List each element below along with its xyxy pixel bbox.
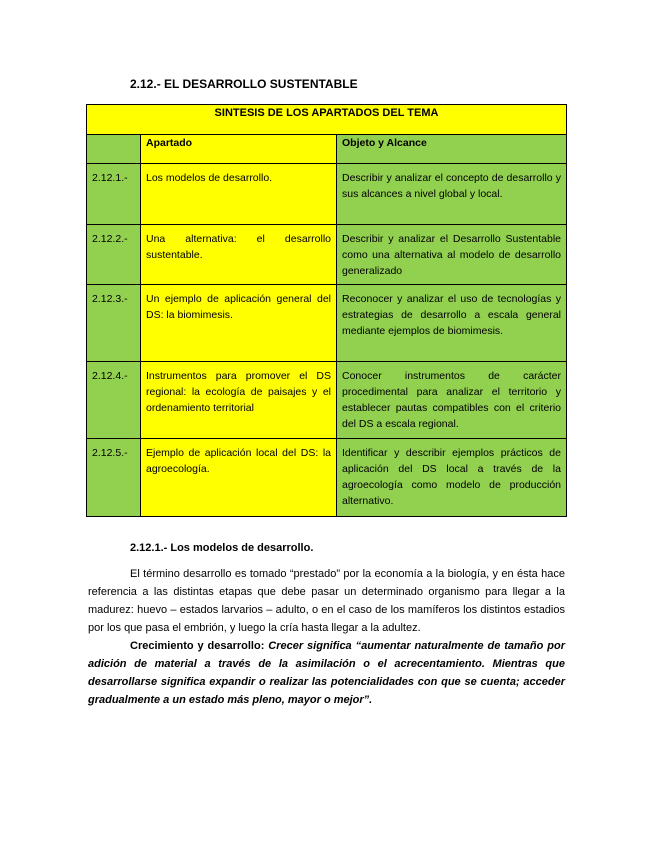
row-objeto: Describir y analizar el concepto de desarrollo y sus alcances a nivel global y local. (337, 164, 567, 225)
row-objeto: Describir y analizar el Desarrollo Sustentable como una alternativa al modelo de desarrollo generalizado (337, 225, 567, 285)
paragraph-desarrollo: El término desarrollo es tomado “prestado” por la economía a la biología, y en ésta hace referencia a las distintas etapas que debe pasar un determinado organismo para llegar a la madurez: huevo – estados larvarios – adulto, o en el caso de los mamíferos los distintos estadios por los que pasa el embrión, y luego la cría hasta llegar a la adultez. (88, 568, 565, 634)
row-objeto: Conocer instrumentos de carácter procedimental para analizar el territorio y establecer pautas compatibles con el criterio del DS a escala regional. (337, 362, 567, 439)
paragraph-crecimiento (88, 637, 565, 709)
row-number: 2.12.1.- (87, 164, 141, 225)
row-objeto: Identificar y describir ejemplos prácticos de aplicación del DS local a través de la agroecología como modelo de producción alternativo. (337, 439, 567, 517)
table-row (87, 225, 567, 285)
header-number-cell (87, 135, 141, 164)
row-apartado: Instrumentos para promover el DS regional: la ecología de paisajes y el ordenamiento territorial (141, 362, 337, 439)
header-apartado: Apartado (141, 135, 337, 164)
subsection-heading: 2.12.1.- Los modelos de desarrollo. (130, 542, 314, 554)
table-title: SINTESIS DE LOS APARTADOS DEL TEMA (87, 105, 567, 135)
row-apartado: Ejemplo de aplicación local del DS: la agroecología. (141, 439, 337, 517)
row-number: 2.12.3.- (87, 285, 141, 362)
section-heading: 2.12.- EL DESARROLLO SUSTENTABLE (130, 77, 358, 91)
table-row (87, 439, 567, 517)
row-number: 2.12.5.- (87, 439, 141, 517)
header-objeto: Objeto y Alcance (337, 135, 567, 164)
row-number: 2.12.4.- (87, 362, 141, 439)
table-row (87, 164, 567, 225)
synthesis-table (86, 104, 567, 517)
paragraph-quote: Crecer significa “aumentar naturalmente de tamaño por adición de material a través de la asimilación o el acrecentamiento. Mientras que desarrollarse significa expandir o realizar las potencialidades con que se cuenta; acceder gradualmente a un estado más pleno, mayor o mejor”. (88, 640, 565, 706)
row-apartado: Una alternativa: el desarrollo sustentable. (141, 225, 337, 285)
paragraph-lead: Crecimiento y desarrollo: (130, 640, 265, 652)
row-apartado: Los modelos de desarrollo. (141, 164, 337, 225)
table-row (87, 285, 567, 362)
row-number: 2.12.2.- (87, 225, 141, 285)
table-header-row (87, 135, 567, 164)
table-row (87, 362, 567, 439)
row-apartado: Un ejemplo de aplicación general del DS: la biomimesis. (141, 285, 337, 362)
row-objeto: Reconocer y analizar el uso de tecnologías y estrategias de desarrollo a escala general mediante ejemplos de biomimesis. (337, 285, 567, 362)
table-title-row (87, 105, 567, 135)
